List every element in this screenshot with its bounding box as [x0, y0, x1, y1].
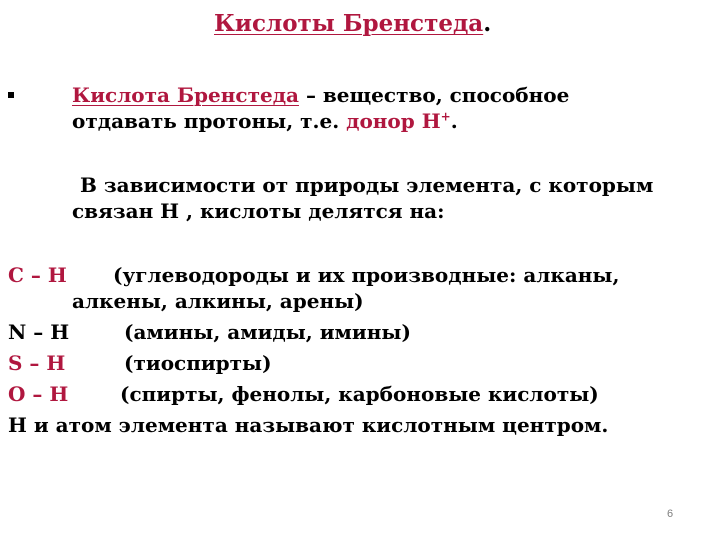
definition-line-2: [72, 109, 458, 133]
donor-text: донор Н: [346, 109, 441, 133]
title-text: Кислоты Бренстеда: [214, 10, 484, 37]
class-bond: S – H: [8, 351, 66, 375]
class-description: (углеводороды и их производные: алканы,: [113, 263, 620, 287]
title-period: .: [483, 10, 492, 37]
class-description: (тиоспирты): [124, 351, 272, 375]
square-bullet-icon: [8, 92, 14, 98]
class-description-continued: алкены, алкины, арены): [72, 289, 364, 313]
slide-title: [214, 10, 491, 37]
class-bond: O – H: [8, 382, 69, 406]
class-bond: С – Н: [8, 263, 67, 287]
class-description: (спирты, фенолы, карбоновые кислоты): [120, 382, 599, 406]
dependence-line-2: связан Н , кислоты делятся на:: [72, 199, 445, 223]
conclusion-text: Н и атом элемента называют кислотным центром.: [8, 413, 609, 437]
class-row: [8, 263, 67, 287]
definition-line2-start: отдавать протоны, т.е.: [72, 109, 347, 133]
donor-superscript: +: [440, 109, 451, 124]
dependence-line-1: В зависимости от природы элемента, с которым: [80, 173, 654, 197]
class-row: [8, 320, 69, 344]
class-row: [8, 351, 65, 375]
page-number: 6: [667, 508, 674, 520]
definition-line2-end: .: [450, 109, 458, 133]
definition-line-1: [72, 83, 569, 107]
definition-rest: – вещество, способное: [298, 83, 570, 107]
class-row: [8, 382, 68, 406]
class-bond: N – H: [8, 320, 70, 344]
definition-term: Кислота Бренстеда: [72, 83, 299, 107]
class-description: (амины, амиды, имины): [124, 320, 411, 344]
